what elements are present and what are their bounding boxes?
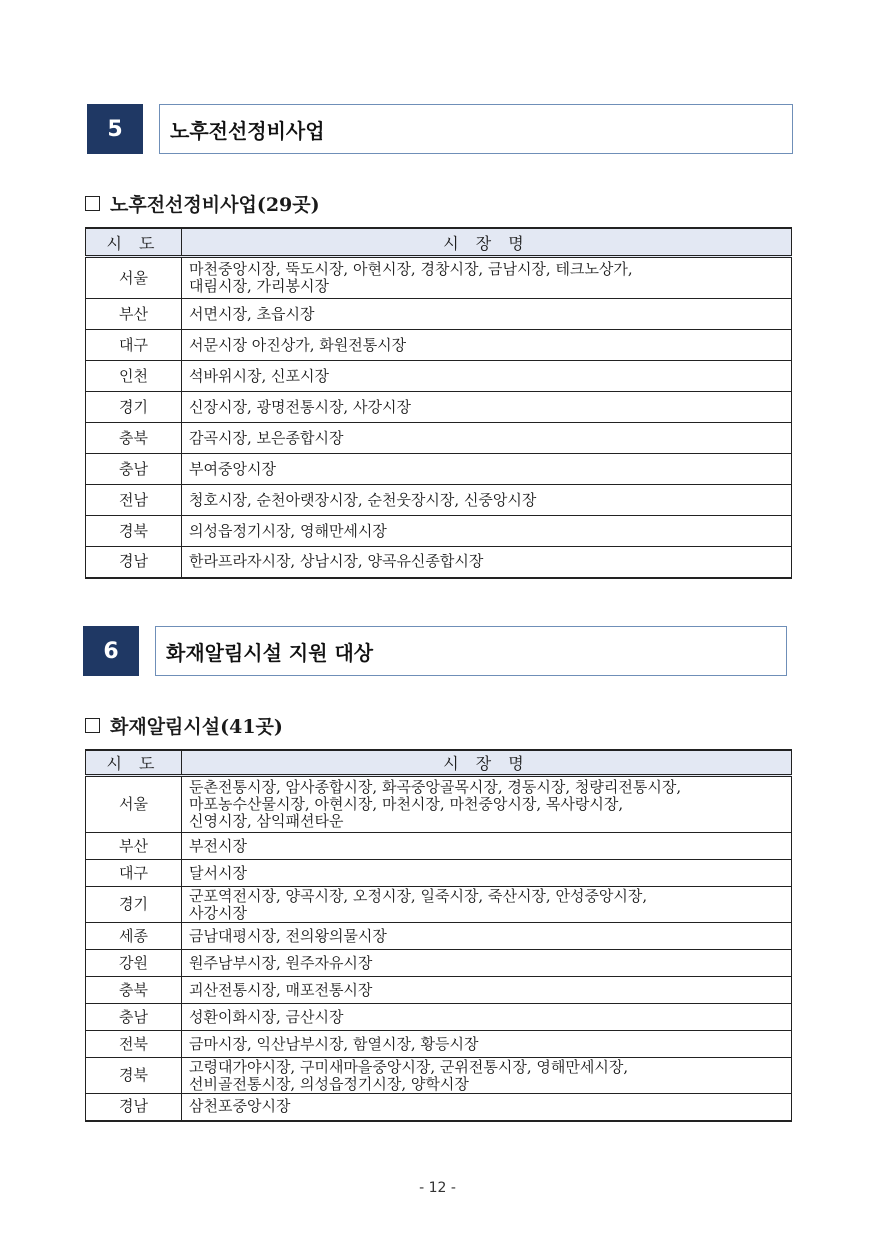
market-names-line: 마천중앙시장, 뚝도시장, 아현시장, 경창시장, 금남시장, 테크노상가, bbox=[189, 260, 633, 278]
market-names-cell bbox=[182, 392, 792, 423]
section-6-subheading-text: 화재알림시설(41곳) bbox=[110, 716, 283, 738]
market-names-cell bbox=[182, 299, 792, 330]
market-names-cell bbox=[182, 547, 792, 578]
section-6-subheading bbox=[85, 712, 283, 739]
table-row bbox=[86, 299, 792, 330]
section-6-title-box bbox=[155, 626, 787, 676]
market-names-line: 마포농수산물시장, 아현시장, 마천시장, 마천중앙시장, 목사랑시장, bbox=[189, 795, 624, 813]
region-cell: 충남 bbox=[86, 1004, 182, 1031]
market-names-line: 청호시장, 순천아랫장시장, 순천웃장시장, 신중앙시장 bbox=[189, 490, 537, 509]
table-row bbox=[86, 485, 792, 516]
market-names-line: 사강시장 bbox=[189, 903, 247, 922]
market-names-line: 성환이화시장, 금산시장 bbox=[189, 1007, 344, 1026]
market-names-cell bbox=[182, 330, 792, 361]
region-cell: 경남 bbox=[86, 1094, 182, 1121]
region-cell: 전북 bbox=[86, 1031, 182, 1058]
market-names-line: 대림시장, 가리봉시장 bbox=[189, 277, 329, 295]
region-cell: 충북 bbox=[86, 423, 182, 454]
section-5-header bbox=[87, 104, 793, 154]
section-5-table-body bbox=[86, 257, 792, 578]
market-names-cell bbox=[182, 833, 792, 860]
market-names-line: 신장시장, 광명전통시장, 사강시장 bbox=[189, 397, 411, 416]
market-names-cell bbox=[182, 776, 792, 833]
market-names-line: 신영시장, 삼익패션타운 bbox=[189, 812, 344, 830]
market-names-line: 석바위시장, 신포시장 bbox=[189, 366, 329, 385]
page-number: - 12 - bbox=[419, 1180, 456, 1196]
market-names-line: 고령대가야시장, 구미새마을중앙시장, 군위전통시장, 영해만세시장, bbox=[189, 1057, 629, 1076]
market-names-cell bbox=[182, 361, 792, 392]
market-names-cell bbox=[182, 1058, 792, 1094]
section-6-table bbox=[85, 749, 792, 1122]
region-cell: 인천 bbox=[86, 361, 182, 392]
table-row bbox=[86, 1004, 792, 1031]
market-names-cell bbox=[182, 454, 792, 485]
region-cell: 충남 bbox=[86, 454, 182, 485]
market-names-line: 부여중앙시장 bbox=[189, 459, 276, 478]
table-row bbox=[86, 776, 792, 833]
header-region: 시 도 bbox=[86, 228, 182, 257]
table-row bbox=[86, 1094, 792, 1121]
market-names-cell bbox=[182, 485, 792, 516]
region-cell: 부산 bbox=[86, 299, 182, 330]
section-6-header bbox=[83, 626, 787, 676]
header-region: 시 도 bbox=[86, 750, 182, 776]
region-cell: 서울 bbox=[86, 257, 182, 299]
table-row bbox=[86, 860, 792, 887]
market-names-line: 달서시장 bbox=[189, 863, 247, 882]
table-header-row bbox=[86, 228, 792, 257]
table-row bbox=[86, 923, 792, 950]
market-names-line: 둔촌전통시장, 암사종합시장, 화곡중앙골목시장, 경동시장, 청량리전통시장, bbox=[189, 778, 682, 796]
market-names-line: 괴산전통시장, 매포전통시장 bbox=[189, 980, 373, 999]
section-6-title: 화재알림시설 지원 대상 bbox=[166, 640, 374, 665]
market-names-line: 금마시장, 익산남부시장, 함열시장, 황등시장 bbox=[189, 1034, 479, 1053]
market-names-cell bbox=[182, 950, 792, 977]
section-5-subheading-text: 노후전선정비사업(29곳) bbox=[110, 194, 320, 216]
market-names-cell bbox=[182, 923, 792, 950]
checkbox-icon bbox=[85, 718, 100, 733]
market-names-cell bbox=[182, 860, 792, 887]
section-5-title: 노후전선정비사업 bbox=[170, 118, 325, 143]
region-cell: 세종 bbox=[86, 923, 182, 950]
market-names-line: 선비골전통시장, 의성읍정기시장, 양학시장 bbox=[189, 1074, 469, 1093]
market-names-line: 서문시장 아진상가, 화원전통시장 bbox=[189, 335, 407, 354]
market-names-line: 부전시장 bbox=[189, 836, 247, 855]
table-row bbox=[86, 361, 792, 392]
table-row bbox=[86, 392, 792, 423]
section-5-subheading bbox=[85, 190, 320, 217]
region-cell: 강원 bbox=[86, 950, 182, 977]
market-names-cell bbox=[182, 516, 792, 547]
table-row bbox=[86, 950, 792, 977]
market-names-line: 감곡시장, 보은종합시장 bbox=[189, 428, 344, 447]
table-row bbox=[86, 977, 792, 1004]
region-cell: 부산 bbox=[86, 833, 182, 860]
section-5-table bbox=[85, 227, 792, 579]
table-row bbox=[86, 887, 792, 923]
market-names-line: 군포역전시장, 양곡시장, 오정시장, 일죽시장, 죽산시장, 안성중앙시장, bbox=[189, 886, 648, 905]
table-row bbox=[86, 454, 792, 485]
table-row bbox=[86, 330, 792, 361]
market-names-cell bbox=[182, 887, 792, 923]
region-cell: 경북 bbox=[86, 1058, 182, 1094]
section-5-number: 5 bbox=[87, 104, 143, 154]
market-names-line: 삼천포중앙시장 bbox=[189, 1097, 291, 1116]
region-cell: 대구 bbox=[86, 330, 182, 361]
table-row bbox=[86, 257, 792, 299]
market-names-cell bbox=[182, 1031, 792, 1058]
region-cell: 서울 bbox=[86, 776, 182, 833]
region-cell: 경남 bbox=[86, 547, 182, 578]
section-5-title-box bbox=[159, 104, 793, 154]
market-names-cell bbox=[182, 1004, 792, 1031]
region-cell: 전남 bbox=[86, 485, 182, 516]
market-names-cell bbox=[182, 1094, 792, 1121]
market-names-line: 서면시장, 초읍시장 bbox=[189, 304, 315, 323]
table-row bbox=[86, 516, 792, 547]
market-names-cell bbox=[182, 423, 792, 454]
header-market-name: 시 장 명 bbox=[182, 750, 792, 776]
market-names-line: 한라프라자시장, 상남시장, 양곡유신종합시장 bbox=[189, 552, 484, 571]
table-row bbox=[86, 423, 792, 454]
market-names-line: 의성읍정기시장, 영해만세시장 bbox=[189, 521, 387, 540]
section-6-number: 6 bbox=[83, 626, 139, 676]
region-cell: 경기 bbox=[86, 392, 182, 423]
table-row bbox=[86, 1031, 792, 1058]
region-cell: 충북 bbox=[86, 977, 182, 1004]
market-names-cell bbox=[182, 257, 792, 299]
market-names-cell bbox=[182, 977, 792, 1004]
region-cell: 경기 bbox=[86, 887, 182, 923]
market-names-line: 원주남부시장, 원주자유시장 bbox=[189, 953, 373, 972]
header-market-name: 시 장 명 bbox=[182, 228, 792, 257]
table-row bbox=[86, 1058, 792, 1094]
table-row bbox=[86, 547, 792, 578]
market-names-line: 금남대평시장, 전의왕의물시장 bbox=[189, 926, 387, 945]
section-6-table-body bbox=[86, 776, 792, 1121]
region-cell: 경북 bbox=[86, 516, 182, 547]
region-cell: 대구 bbox=[86, 860, 182, 887]
table-header-row bbox=[86, 750, 792, 776]
checkbox-icon bbox=[85, 196, 100, 211]
table-row bbox=[86, 833, 792, 860]
